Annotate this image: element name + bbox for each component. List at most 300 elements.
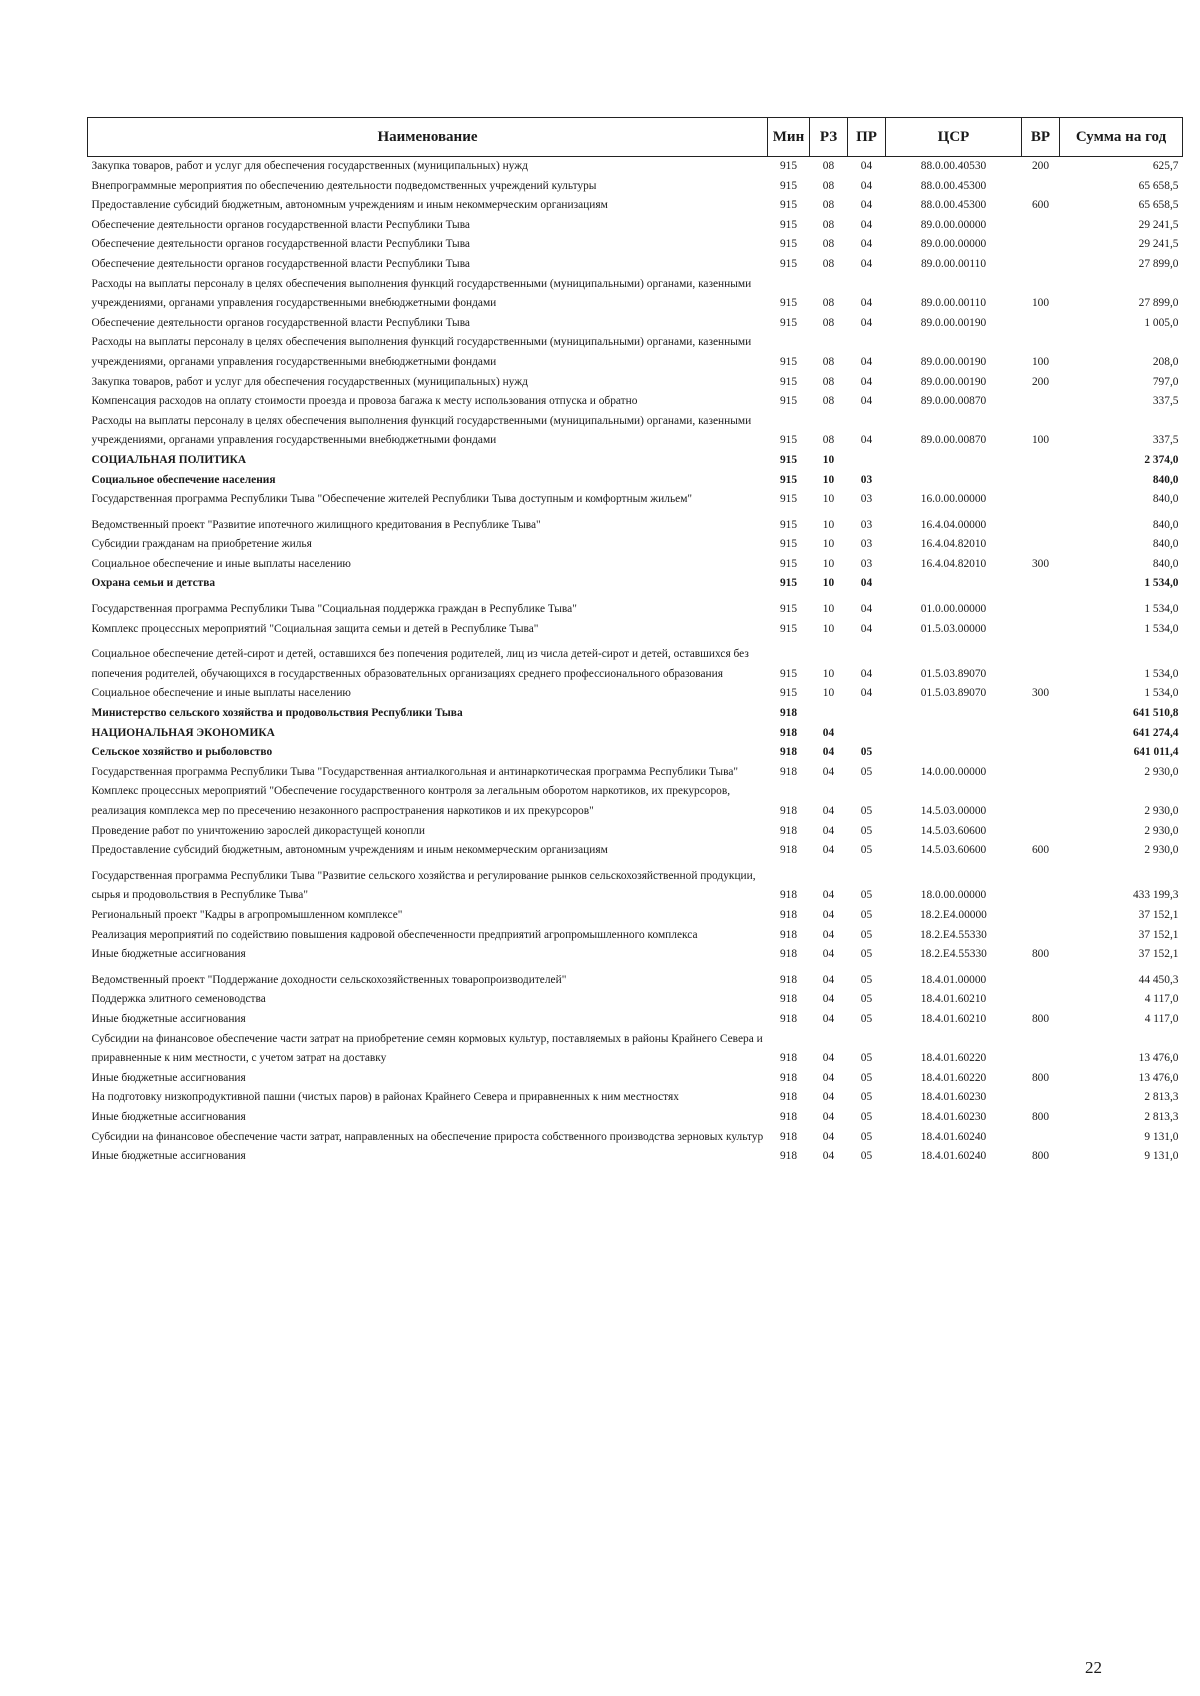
cell-sum: 37 152,1: [1138, 928, 1179, 941]
cell-rz: 04: [822, 1071, 835, 1084]
cell-sum: 27 899,0: [1138, 257, 1179, 270]
cell-csr: 16.0.00.00000: [920, 493, 987, 506]
cell-sum: 1 005,0: [1144, 316, 1179, 329]
cell-sum: 2 813,3: [1144, 1110, 1179, 1123]
cell-pr: 05: [860, 948, 873, 961]
cell-csr: 89.0.00.00190: [920, 375, 987, 388]
cell-min: 915: [779, 160, 798, 172]
cell-vr: [1022, 926, 1060, 946]
cell-csr: 14.5.03.60600: [920, 824, 987, 837]
cell-vr: [1022, 392, 1060, 412]
cell-min: 915: [779, 297, 798, 310]
table-row: [88, 333, 1183, 372]
cell-rz: 08: [822, 375, 835, 388]
cell-vr: 100: [1031, 297, 1050, 310]
cell-vr: [1022, 1128, 1060, 1148]
cell-sum: 13 476,0: [1138, 1052, 1179, 1065]
cell-vr: 200: [1031, 160, 1050, 172]
cell-vr: [1022, 822, 1060, 842]
cell-csr: 89.0.00.00870: [920, 434, 987, 447]
cell-min: 918: [779, 726, 798, 739]
cell-name: НАЦИОНАЛЬНАЯ ЭКОНОМИКА: [91, 726, 275, 739]
cell-rz: 04: [822, 993, 835, 1006]
cell-name: Иные бюджетные ассигнования: [91, 1110, 246, 1123]
cell-pr: 04: [860, 395, 873, 408]
table-row: [88, 1128, 1183, 1148]
cell-pr: 05: [860, 993, 873, 1006]
cell-min: 918: [779, 1012, 798, 1025]
cell-rz: 04: [822, 1012, 835, 1025]
cell-vr: 300: [1031, 557, 1050, 570]
cell-sum: 4 117,0: [1144, 1012, 1179, 1025]
table-row: [88, 724, 1183, 744]
cell-sum: 641 510,8: [1132, 707, 1179, 720]
cell-min: 918: [779, 844, 798, 857]
cell-csr: 16.4.04.82010: [920, 538, 987, 551]
cell-name: Государственная программа Республики Тыва "Государственная антиалкогольная и антинаркотическая программа Республики Тыва": [91, 765, 739, 778]
cell-csr: 18.4.01.60230: [920, 1110, 987, 1123]
cell-sum: 1 534,0: [1144, 603, 1179, 616]
cell-min: 915: [779, 603, 798, 616]
cell-pr: 05: [860, 928, 873, 941]
cell-rz: 04: [822, 908, 835, 921]
cell-rz: 04: [822, 1052, 835, 1065]
table-row: [88, 704, 1183, 724]
cell-rz: 08: [822, 179, 835, 192]
cell-name: СОЦИАЛЬНАЯ ПОЛИТИКА: [91, 453, 247, 466]
cell-name: Обеспечение деятельности органов государственной власти Республики Тыва: [91, 257, 470, 270]
table-row: [88, 451, 1183, 471]
cell-name: Иные бюджетные ассигнования: [91, 948, 246, 961]
cell-name: Расходы на выплаты персоналу в целях обеспечения выполнения функций государственными (муниципальными) органами, казенными учреждениями, органами управления государственными внебюджетными фондами: [91, 277, 752, 310]
cell-min: 915: [779, 199, 798, 212]
cell-min: 915: [779, 355, 798, 368]
cell-name: Проведение работ по уничтожению зарослей дикорастущей конопли: [91, 824, 425, 837]
cell-name: Иные бюджетные ассигнования: [91, 1071, 246, 1084]
cell-csr: 89.0.00.00190: [920, 355, 987, 368]
table-row: [88, 965, 1183, 991]
cell-rz: 10: [822, 622, 835, 635]
table-row: [88, 255, 1183, 275]
table-row: [88, 1069, 1183, 1089]
cell-rz: 08: [822, 238, 835, 251]
cell-name: Закупка товаров, работ и услуг для обеспечения государственных (муниципальных) нужд: [91, 160, 528, 172]
cell-csr: 88.0.00.45300: [920, 199, 987, 212]
cell-sum: 337,5: [1152, 395, 1179, 408]
cell-vr: 800: [1031, 1071, 1050, 1084]
table-row: [88, 1010, 1183, 1030]
cell-rz: 04: [822, 726, 835, 739]
cell-pr: 05: [860, 746, 873, 759]
cell-rz: 04: [822, 805, 835, 817]
table-row: [88, 373, 1183, 393]
cell-sum: 337,5: [1152, 434, 1179, 447]
cell-sum: 2 374,0: [1144, 453, 1179, 466]
cell-sum: 1 534,0: [1144, 622, 1179, 635]
table-row: [88, 177, 1183, 197]
cell-pr: 04: [860, 257, 873, 270]
cell-min: 918: [779, 1071, 798, 1084]
cell-name: Государственная программа Республики Тыва "Обеспечение жителей Республики Тыва доступным и комфортным жильем": [91, 493, 693, 506]
cell-vr: 300: [1031, 687, 1050, 700]
cell-sum: 37 152,1: [1138, 948, 1179, 961]
cell-min: 918: [779, 948, 798, 961]
header-pr: ПР: [848, 118, 886, 157]
cell-pr: 03: [860, 493, 873, 506]
cell-min: 918: [779, 1130, 798, 1143]
cell-sum: 641 011,4: [1133, 746, 1179, 759]
cell-csr: 01.5.03.89070: [920, 667, 987, 680]
cell-csr: 88.0.00.40530: [920, 160, 987, 172]
cell-rz: 04: [822, 746, 835, 759]
table-row: [88, 490, 1183, 510]
cell-name: Обеспечение деятельности органов государственной власти Республики Тыва: [91, 238, 470, 251]
cell-name: Государственная программа Республики Тыва "Развитие сельского хозяйства и регулирование рынков сельскохозяйственной продукции, сырья и продовольствия в Республике Тыва": [91, 869, 756, 902]
cell-name: Сельское хозяйство и рыболовство: [91, 746, 273, 759]
cell-vr: [1022, 235, 1060, 255]
cell-rz: 10: [822, 453, 835, 466]
cell-min: 915: [779, 375, 798, 388]
cell-csr: 18.4.01.60240: [920, 1130, 987, 1143]
cell-csr: 18.0.00.00000: [920, 889, 987, 902]
cell-min: 918: [779, 928, 798, 941]
cell-min: 915: [779, 622, 798, 635]
cell-name: Расходы на выплаты персоналу в целях обеспечения выполнения функций государственными (муниципальными) органами, казенными учреждениями, органами управления государственными внебюджетными фондами: [91, 414, 752, 447]
cell-name: Реализация мероприятий по содействию повышения кадровой обеспеченности предприятий агропромышленного комплекса: [91, 928, 698, 941]
cell-csr: 18.4.01.60210: [920, 1012, 987, 1025]
table-row: [88, 906, 1183, 926]
table-row: [88, 412, 1183, 451]
cell-csr: [886, 471, 1022, 491]
cell-pr: 05: [860, 1012, 873, 1025]
cell-sum: 44 450,3: [1138, 973, 1179, 986]
header-csr: ЦСР: [886, 118, 1022, 157]
cell-csr: 01.5.03.00000: [920, 622, 987, 635]
table-body: [88, 157, 1183, 1167]
cell-name: Предоставление субсидий бюджетным, автономным учреждениям и иным некоммерческим организациям: [91, 844, 608, 857]
cell-vr: [1022, 574, 1060, 594]
cell-vr: [1022, 471, 1060, 491]
cell-pr: [848, 704, 886, 724]
cell-vr: [1022, 177, 1060, 197]
cell-pr: 04: [860, 199, 873, 212]
cell-pr: [848, 724, 886, 744]
cell-sum: 840,0: [1152, 538, 1179, 551]
cell-csr: 01.0.00.00000: [920, 603, 987, 616]
table-row: [88, 235, 1183, 255]
cell-name: Социальное обеспечение и иные выплаты населению: [91, 557, 351, 570]
cell-sum: 2 930,0: [1144, 824, 1179, 837]
cell-sum: 840,0: [1152, 493, 1179, 506]
cell-vr: 100: [1031, 434, 1050, 447]
cell-csr: 89.0.00.00110: [920, 297, 987, 310]
table-row: [88, 763, 1183, 783]
table-row: [88, 1088, 1183, 1108]
cell-csr: [886, 451, 1022, 471]
cell-vr: [1022, 704, 1060, 724]
cell-name: Обеспечение деятельности органов государственной власти Республики Тыва: [91, 316, 470, 329]
table-row: [88, 574, 1183, 594]
cell-rz: 04: [822, 765, 835, 778]
cell-rz: 08: [822, 434, 835, 447]
cell-pr: 04: [860, 316, 873, 329]
cell-name: Иные бюджетные ассигнования: [91, 1150, 246, 1163]
cell-name: Поддержка элитного семеноводства: [91, 993, 266, 1006]
cell-csr: 18.2.Е4.55330: [920, 928, 987, 941]
table-row: [88, 594, 1183, 620]
cell-name: Комплекс процессных мероприятий "Обеспечение государственного контроля за легальным оборотом наркотиков, их прекурсоров, реализация комплекса мер по пресечению незаконного распространения наркотиков и их прекурсоров": [91, 785, 731, 817]
cell-csr: [886, 743, 1022, 763]
cell-name: Внепрограммные мероприятия по обеспечению деятельности подведомственных учреждений культуры: [91, 179, 597, 192]
cell-name: Государственная программа Республики Тыва "Социальная поддержка граждан в Республике Тыва": [91, 603, 577, 616]
cell-vr: [1022, 743, 1060, 763]
cell-sum: 27 899,0: [1138, 297, 1179, 310]
cell-pr: 04: [860, 160, 873, 172]
cell-pr: 05: [860, 824, 873, 837]
cell-pr: 04: [860, 355, 873, 368]
cell-csr: [886, 704, 1022, 724]
cell-name: Ведомственный проект "Поддержание доходности сельскохозяйственных товаропроизводителей": [91, 973, 567, 986]
cell-csr: 18.4.01.60240: [920, 1150, 987, 1163]
cell-sum: 65 658,5: [1138, 199, 1179, 212]
table-row: [88, 535, 1183, 555]
cell-name: Министерство сельского хозяйства и продовольствия Республики Тыва: [91, 707, 463, 720]
cell-sum: 2 813,3: [1144, 1091, 1179, 1104]
cell-min: 915: [779, 316, 798, 329]
cell-min: 915: [779, 453, 798, 466]
cell-csr: 16.4.04.82010: [920, 557, 987, 570]
cell-sum: 9 131,0: [1144, 1150, 1179, 1163]
cell-min: 918: [779, 707, 798, 720]
cell-csr: 89.0.00.00870: [920, 395, 987, 408]
cell-name: Закупка товаров, работ и услуг для обеспечения государственных (муниципальных) нужд: [91, 375, 528, 388]
cell-rz: 04: [822, 1110, 835, 1123]
cell-pr: 05: [860, 1052, 873, 1065]
cell-min: 915: [779, 687, 798, 700]
table-row: [88, 1030, 1183, 1069]
cell-csr: 18.4.01.60230: [920, 1091, 987, 1104]
cell-csr: 18.4.01.60220: [920, 1071, 987, 1084]
cell-pr: 05: [860, 1091, 873, 1104]
table-row: [88, 945, 1183, 965]
cell-min: 915: [779, 538, 798, 551]
table-row: [88, 1108, 1183, 1128]
cell-csr: [886, 724, 1022, 744]
cell-sum: 433 199,3: [1132, 889, 1179, 902]
cell-csr: 18.4.01.00000: [920, 973, 987, 986]
cell-pr: 04: [860, 687, 873, 700]
cell-min: 918: [779, 824, 798, 837]
table-row: [88, 990, 1183, 1010]
table-row: [88, 620, 1183, 640]
cell-min: 915: [779, 218, 798, 231]
cell-pr: 05: [860, 1150, 873, 1163]
cell-csr: 16.4.04.00000: [920, 518, 987, 531]
cell-sum: 2 930,0: [1144, 844, 1179, 857]
cell-min: 915: [779, 518, 798, 531]
cell-min: 915: [779, 577, 798, 590]
cell-rz: 04: [822, 948, 835, 961]
cell-vr: [1022, 724, 1060, 744]
cell-rz: 10: [822, 473, 835, 486]
cell-name: Субсидии на финансовое обеспечение части затрат, направленных на обеспечение прироста собственного производства зерновых культур: [91, 1130, 764, 1143]
cell-rz: 10: [822, 603, 835, 616]
cell-sum: 1 534,0: [1144, 577, 1179, 590]
cell-name: Иные бюджетные ассигнования: [91, 1012, 246, 1025]
cell-min: 918: [779, 889, 798, 902]
cell-pr: 05: [860, 889, 873, 902]
cell-name: Обеспечение деятельности органов государственной власти Республики Тыва: [91, 218, 470, 231]
cell-name: Социальное обеспечение детей-сирот и детей, оставшихся без попечения родителей, лиц из числа детей-сирот и детей, оставшихся без попечения родителей, обучающихся в государственных образовательных организациях среднего профессионального образования: [91, 648, 749, 680]
table-row: [88, 861, 1183, 906]
cell-vr: 800: [1031, 1110, 1050, 1123]
cell-pr: 04: [860, 297, 873, 310]
cell-pr: 04: [860, 218, 873, 231]
header-rz: РЗ: [810, 118, 848, 157]
cell-rz: 10: [822, 493, 835, 506]
cell-rz: 08: [822, 160, 835, 172]
cell-sum: 13 476,0: [1138, 1071, 1179, 1084]
cell-rz: 04: [822, 844, 835, 857]
table-row: [88, 216, 1183, 236]
cell-vr: [1022, 451, 1060, 471]
table-row: [88, 275, 1183, 314]
cell-name: Охрана семьи и детства: [91, 577, 216, 590]
cell-rz: 10: [822, 577, 835, 590]
table-header-row: [88, 118, 1183, 157]
table-row: [88, 684, 1183, 704]
cell-sum: 625,7: [1152, 160, 1179, 172]
cell-min: 915: [779, 667, 798, 680]
cell-pr: 05: [860, 1130, 873, 1143]
cell-rz: 10: [822, 667, 835, 680]
cell-csr: 89.0.00.00110: [920, 257, 987, 270]
cell-vr: 800: [1031, 1012, 1050, 1025]
cell-min: 918: [779, 1052, 798, 1065]
cell-rz: [810, 704, 848, 724]
cell-pr: 03: [860, 473, 873, 486]
cell-rz: 04: [822, 824, 835, 837]
cell-pr: 04: [860, 667, 873, 680]
cell-vr: 600: [1031, 844, 1050, 857]
cell-rz: 10: [822, 557, 835, 570]
cell-vr: [1022, 216, 1060, 236]
cell-rz: 08: [822, 199, 835, 212]
cell-rz: 04: [822, 1130, 835, 1143]
table-row: [88, 157, 1183, 177]
cell-min: 915: [779, 179, 798, 192]
cell-vr: [1022, 1088, 1060, 1108]
cell-csr: 89.0.00.00190: [920, 316, 987, 329]
cell-vr: [1022, 490, 1060, 510]
cell-rz: 08: [822, 297, 835, 310]
cell-pr: 05: [860, 1071, 873, 1084]
cell-min: 918: [779, 973, 798, 986]
cell-pr: 05: [860, 805, 873, 817]
cell-rz: 04: [822, 1091, 835, 1104]
cell-vr: 800: [1031, 948, 1050, 961]
cell-min: 915: [779, 434, 798, 447]
cell-vr: [1022, 990, 1060, 1010]
cell-rz: 04: [822, 973, 835, 986]
cell-pr: 04: [860, 179, 873, 192]
cell-pr: 04: [860, 577, 873, 590]
header-vr: ВР: [1022, 118, 1060, 157]
cell-sum: 4 117,0: [1144, 993, 1179, 1006]
cell-sum: 840,0: [1152, 518, 1179, 531]
cell-min: 918: [779, 1110, 798, 1123]
cell-sum: 1 534,0: [1144, 667, 1179, 680]
cell-sum: 29 241,5: [1138, 238, 1179, 251]
cell-min: 918: [779, 908, 798, 921]
cell-vr: [1022, 906, 1060, 926]
table-row: [88, 510, 1183, 536]
cell-sum: 2 930,0: [1144, 765, 1179, 778]
table-row: [88, 782, 1183, 821]
table-row: [88, 743, 1183, 763]
cell-sum: 840,0: [1152, 557, 1179, 570]
cell-csr: 88.0.00.45300: [920, 179, 987, 192]
cell-csr: 18.2.Е4.55330: [920, 948, 987, 961]
cell-rz: 08: [822, 218, 835, 231]
cell-vr: [1022, 620, 1060, 640]
cell-min: 918: [779, 1091, 798, 1104]
cell-name: Предоставление субсидий бюджетным, автономным учреждениям и иным некоммерческим организациям: [91, 199, 608, 212]
cell-sum: 1 534,0: [1144, 687, 1179, 700]
cell-csr: 89.0.00.00000: [920, 218, 987, 231]
cell-csr: 18.2.Е4.00000: [920, 908, 987, 921]
cell-csr: 18.4.01.60210: [920, 993, 987, 1006]
cell-rz: 08: [822, 316, 835, 329]
cell-sum: 29 241,5: [1138, 218, 1179, 231]
cell-pr: 05: [860, 1110, 873, 1123]
cell-vr: 200: [1031, 375, 1050, 388]
cell-min: 918: [779, 993, 798, 1006]
cell-name: Субсидии на финансовое обеспечение части затрат на приобретение семян кормовых культур, поставляемых в районы Крайнего Севера и приравненные к ним местности, с учетом затрат на доставку: [91, 1032, 763, 1065]
cell-pr: 05: [860, 973, 873, 986]
cell-vr: [1022, 1030, 1060, 1069]
header-name: Наименование: [88, 118, 768, 157]
header-min: Мин: [768, 118, 810, 157]
cell-min: 918: [779, 765, 798, 778]
cell-vr: [1022, 861, 1060, 906]
cell-vr: 600: [1031, 199, 1050, 212]
cell-sum: 37 152,1: [1138, 908, 1179, 921]
cell-csr: 14.5.03.60600: [920, 844, 987, 857]
cell-pr: 04: [860, 238, 873, 251]
table-row: [88, 639, 1183, 684]
cell-min: 915: [779, 238, 798, 251]
page-number: 22: [1085, 1658, 1102, 1677]
cell-sum: 797,0: [1152, 375, 1179, 388]
cell-vr: [1022, 965, 1060, 991]
cell-vr: 800: [1031, 1150, 1050, 1163]
cell-name: Компенсация расходов на оплату стоимости проезда и провоза багажа к месту использования отпуска и обратно: [91, 395, 638, 408]
table-row: [88, 555, 1183, 575]
budget-table: [87, 117, 1183, 1167]
cell-pr: 04: [860, 622, 873, 635]
cell-min: 918: [779, 805, 798, 817]
cell-min: 915: [779, 395, 798, 408]
cell-rz: 04: [822, 889, 835, 902]
cell-vr: [1022, 314, 1060, 334]
cell-pr: 05: [860, 844, 873, 857]
table-row: [88, 471, 1183, 491]
cell-min: 915: [779, 473, 798, 486]
cell-vr: [1022, 535, 1060, 555]
header-sum: Сумма на год: [1060, 118, 1183, 157]
cell-name: Комплекс процессных мероприятий "Социальная защита семьи и детей в Республике Тыва": [91, 622, 539, 635]
